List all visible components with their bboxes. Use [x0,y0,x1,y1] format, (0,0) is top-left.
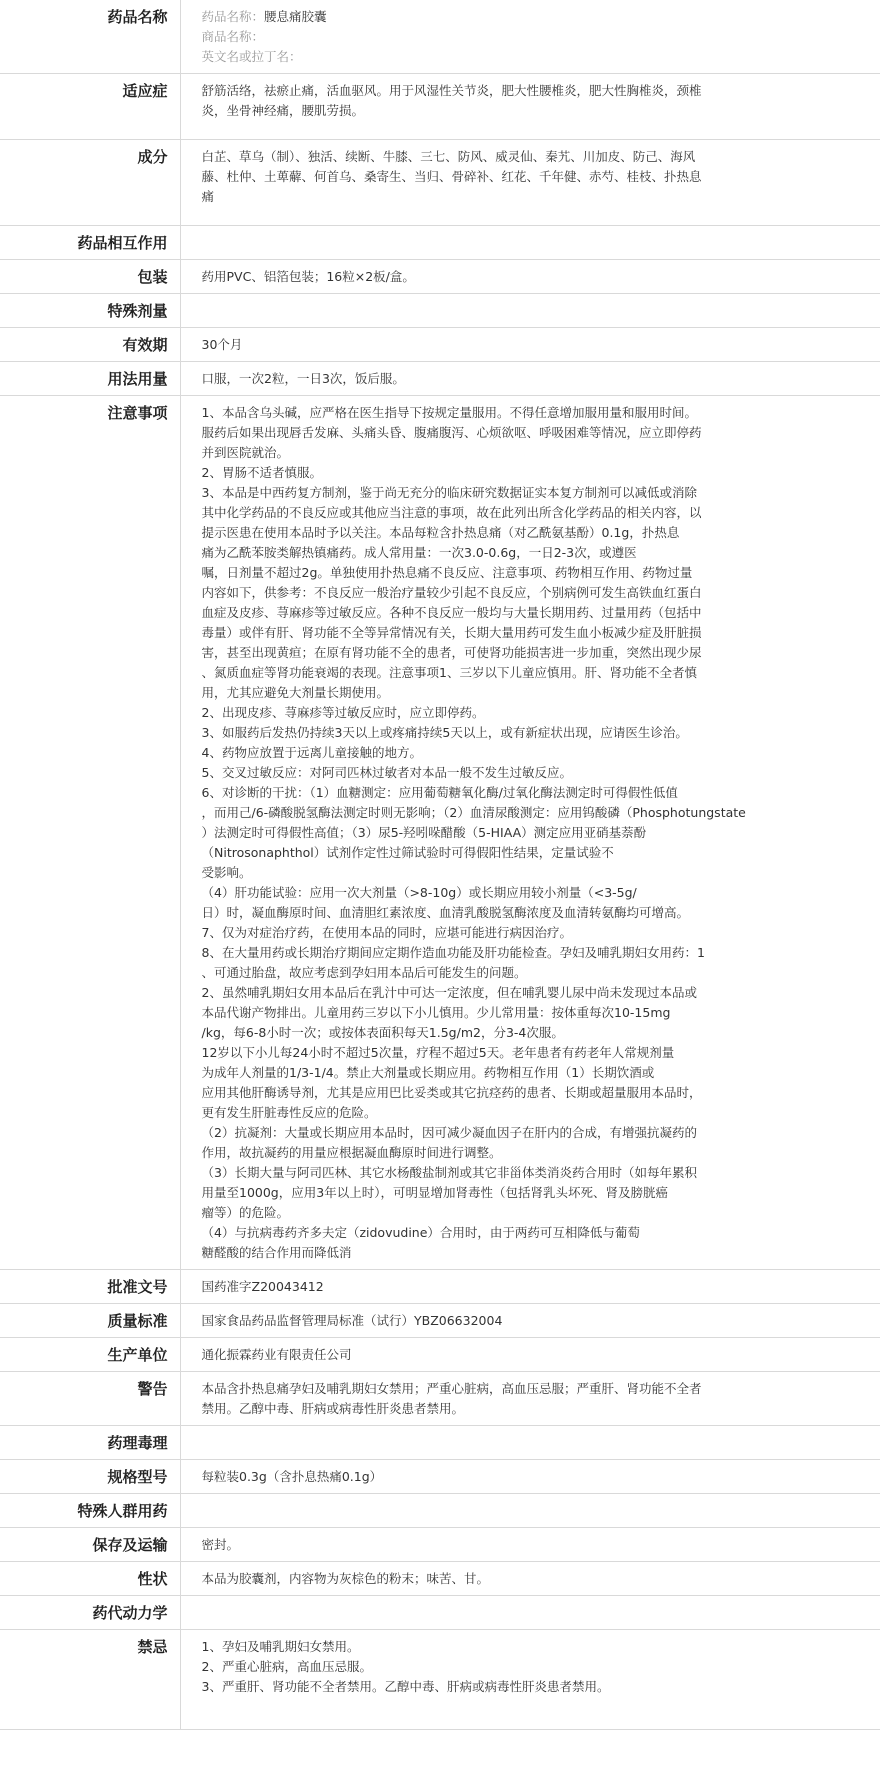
field-value: 腰息痛胶囊 [264,9,327,24]
value-line: （2）抗凝剂：大量或长期应用本品时，因可减少凝血因子在肝内的合成，有增强抗凝药的 [201,1125,697,1140]
value-line: 每粒装0.3g（含扑息热痛0.1g） [201,1469,383,1484]
value-line: 其中化学药品的不良反应或其他应当注意的事项，故在此列出所含化学药品的相关内容，以 [201,505,702,520]
table-row [0,1596,880,1630]
value-line: 更有发生肝脏毒性反应的危险。 [201,1105,377,1120]
table-row [0,294,880,328]
value-line: 国家食品药品监督管理局标准（试行）YBZ06632004 [201,1313,503,1328]
value-line: 、氮质血症等肾功能衰竭的表现。注意事项1、三岁以下儿童应慎用。肝、肾功能不全者慎 [201,665,697,680]
table-row [0,0,880,74]
table-row [0,1426,880,1460]
table-row [0,1460,880,1494]
value-line: 本品为胶囊剂，内容物为灰棕色的粉末；味苦、甘。 [201,1571,490,1586]
row-value [180,260,880,294]
value-line: 4、药物应放置于远离儿童接触的地方。 [201,745,422,760]
row-label: 特殊剂量 [0,294,180,328]
value-line: 藤、杜仲、土萆薢、何首乌、桑寄生、当归、骨碎补、红花、千年健、赤芍、桂枝、扑热息 [201,169,702,184]
row-label: 有效期 [0,328,180,362]
row-label: 适应症 [0,74,180,140]
row-value [180,1494,880,1528]
value-line: 禁用。乙醇中毒、肝病或病毒性肝炎患者禁用。 [201,1401,465,1416]
row-value [180,1596,880,1630]
value-line: /kg，每6-8小时一次；或按体表面积每天1.5g/m2，分3-4次服。 [201,1025,564,1040]
value-line: 用量至1000g，应用3年以上时），可明显增加肾毒性（包括肾乳头坏死、肾及膀胱癌 [201,1185,668,1200]
row-value [180,362,880,396]
value-line: 密封。 [201,1537,240,1552]
field-prefix: 药品名称： [201,9,265,24]
row-value [180,226,880,260]
value-line: 1、本品含乌头碱，应严格在医生指导下按规定量服用。不得任意增加服用量和服用时间。 [201,405,697,420]
table-row [0,140,880,226]
value-line: 内容如下，供参考：不良反应一般治疗量较少引起不良反应，个别病例可发生高铁血红蛋白 [201,585,702,600]
value-line: （4）肝功能试验：应用一次大剂量（>8-10g）或长期应用较小剂量（<3-5g/ [201,885,637,900]
value-line: 痛为乙酰苯胺类解热镇痛药。成人常用量：一次3.0-0.6g，一日2-3次，或遵医 [201,545,637,560]
table-row [0,1372,880,1426]
value-line: 口服，一次2粒，一日3次，饭后服。 [201,371,405,386]
value-line: 5、交叉过敏反应：对阿司匹林过敏者对本品一般不发生过敏反应。 [201,765,572,780]
table-row [0,226,880,260]
value-line: 1、孕妇及哺乳期妇女禁用。 [201,1639,360,1654]
row-label: 批准文号 [0,1270,180,1304]
value-line: 、可通过胎盘，故应考虑到孕妇用本品后可能发生的问题。 [201,965,527,980]
value-line: 作用，故抗凝药的用量应根据凝血酶原时间进行调整。 [201,1145,502,1160]
row-value [180,1460,880,1494]
row-value [180,140,880,226]
row-label: 注意事项 [0,396,180,1270]
row-value [180,0,880,74]
row-value [180,1270,880,1304]
value-line: 2、胃肠不适者慎服。 [201,465,322,480]
value-line: 3、如服药后发热仍持续3天以上或疼痛持续5天以上，或有新症状出现，应请医生诊治。 [201,725,688,740]
value-line: 6、对诊断的干扰：（1）血糖测定：应用葡萄糖氧化酶/过氧化酶法测定时可得假性低值 [201,785,678,800]
row-label: 特殊人群用药 [0,1494,180,1528]
table-row [0,1338,880,1372]
value-line: 30个月 [201,337,243,352]
row-value [180,1562,880,1596]
row-label: 保存及运输 [0,1528,180,1562]
value-line: 7、仅为对症治疗药，在使用本品的同时，应堪可能进行病因治疗。 [201,925,572,940]
value-line: ，而用己/6-磷酸脱氢酶法测定时则无影响；（2）血清尿酸测定：应用钨酸磷（Phosphotungstate [201,805,746,820]
row-value [180,1338,880,1372]
value-line [202,7,871,27]
table-row [0,1270,880,1304]
table-row [0,260,880,294]
row-value [180,1528,880,1562]
value-line: 用，尤其应避免大剂量长期使用。 [201,685,390,700]
field-prefix: 商品名称： [201,29,265,44]
value-line: 3、严重肝、肾功能不全者禁用。乙醇中毒、肝病或病毒性肝炎患者禁用。 [201,1679,610,1694]
value-line: 瘤等）的危险。 [201,1205,290,1220]
value-line: 国药准字Z20043412 [201,1279,324,1294]
row-label: 生产单位 [0,1338,180,1372]
row-label: 规格型号 [0,1460,180,1494]
table-row [0,1528,880,1562]
value-line [202,47,871,67]
table-row [0,1562,880,1596]
value-line: （4）与抗病毒药齐多夫定（zidovudine）合用时，由于两药可互相降低与葡萄 [201,1225,640,1240]
table-row [0,1494,880,1528]
value-line: 12岁以下小儿每24小时不超过5次量，疗程不超过5天。老年患者有药老年人常规剂量 [201,1045,675,1060]
value-line: 本品代谢产物排出。儿童用药三岁以下小儿慎用。少儿常用量：按体重每次10-15mg [201,1005,671,1020]
row-label: 药品相互作用 [0,226,180,260]
row-value [180,1426,880,1460]
value-line: 毒量）或伴有肝、肾功能不全等异常情况有关，长期大量用药可发生血小板减少症及肝脏损 [201,625,702,640]
row-value [180,74,880,140]
value-line: 炎，坐骨神经痛，腰肌劳损。 [201,103,365,118]
value-line: 药用PVC、铝箔包装；16粒×2板/盒。 [201,269,415,284]
row-value [180,328,880,362]
value-line: 为成年人剂量的1/3-1/4。禁止大剂量或长期应用。药物相互作用（1）长期饮酒或 [201,1065,655,1080]
field-prefix: 英文名或拉丁名： [201,49,302,64]
value-line: 害，甚至出现黄疸；在原有肾功能不全的患者，可使肾功能损害进一步加重，突然出现少尿 [201,645,702,660]
value-line: 日）时，凝血酶原时间、血清胆红素浓度、血清乳酸脱氢酶浓度及血清转氨酶均可增高。 [201,905,690,920]
value-line: ）法测定时可得假性高值；（3）尿5-羟吲哚醋酸（5-HIAA）测定应用亚硝基萘酚 [201,825,647,840]
value-line: 2、严重心脏病，高血压忌服。 [201,1659,372,1674]
value-line: 痛 [201,189,215,204]
value-line: 并到医院就治。 [201,445,290,460]
row-label: 性状 [0,1562,180,1596]
row-value [180,294,880,328]
value-line: 血症及皮疹、荨麻疹等过敏反应。各种不良反应一般均与大量长期用药、过量用药（包括中 [201,605,702,620]
row-label: 成分 [0,140,180,226]
value-line: 提示医患在使用本品时予以关注。本品每粒含扑热息痛（对乙酰氨基酚）0.1g，扑热息 [201,525,680,540]
value-line: 本品含扑热息痛孕妇及哺乳期妇女禁用；严重心脏病，高血压忌服；严重肝、肾功能不全者 [201,1381,702,1396]
value-line: 白芷、草乌（制）、独活、续断、牛膝、三七、防风、威灵仙、秦艽、川加皮、防己、海风 [201,149,696,164]
value-line: 嘱，日剂量不超过2g。单独使用扑热息痛不良反应、注意事项、药物相互作用、药物过量 [201,565,693,580]
value-line: 服药后如果出现唇舌发麻、头痛头昏、腹痛腹泻、心烦欲呕、呼吸困难等情况，应立即停药 [201,425,702,440]
table-row [0,362,880,396]
value-line: 2、虽然哺乳期妇女用本品后在乳汁中可达一定浓度，但在哺乳婴儿尿中尚未发现过本品或 [201,985,697,1000]
value-line: 2、出现皮疹、荨麻疹等过敏反应时，应立即停药。 [201,705,485,720]
value-line [202,27,871,47]
table-row [0,328,880,362]
row-value [180,1630,880,1730]
row-label: 用法用量 [0,362,180,396]
row-label: 包装 [0,260,180,294]
row-label: 禁忌 [0,1630,180,1730]
value-line: 通化振霖药业有限责任公司 [201,1347,352,1362]
table-row [0,396,880,1270]
row-value [180,1372,880,1426]
value-line: 8、在大量用药或长期治疗期间应定期作造血功能及肝功能检查。孕妇及哺乳期妇女用药：1 [201,945,705,960]
value-line: （Nitrosonaphthol）试剂作定性过筛试验时可得假阳性结果，定量试验不 [201,845,614,860]
row-value [180,396,880,1270]
value-line: 舒筋活络，祛瘀止痛，活血驱风。用于风湿性关节炎，肥大性腰椎炎，肥大性胸椎炎，颈椎 [201,83,702,98]
value-line: （3）长期大量与阿司匹林、其它水杨酸盐制剂或其它非甾体类消炎药合用时（如每年累积 [201,1165,697,1180]
row-value [180,1304,880,1338]
value-line: 应用其他肝酶诱导剂，尤其是应用巴比妥类或其它抗痉药的患者、长期或超量服用本品时， [201,1085,702,1100]
row-label: 质量标准 [0,1304,180,1338]
table-row [0,1304,880,1338]
value-line: 3、本品是中西药复方制剂，鉴于尚无充分的临床研究数据证实本复方制剂可以减低或消除 [201,485,697,500]
row-label: 药品名称 [0,0,180,74]
value-line: 糖醛酸的结合作用而降低消 [201,1245,352,1260]
value-line: 受影响。 [201,865,252,880]
row-label: 药代动力学 [0,1596,180,1630]
row-label: 警告 [0,1372,180,1426]
table-row [0,1630,880,1730]
table-row [0,74,880,140]
row-label: 药理毒理 [0,1426,180,1460]
